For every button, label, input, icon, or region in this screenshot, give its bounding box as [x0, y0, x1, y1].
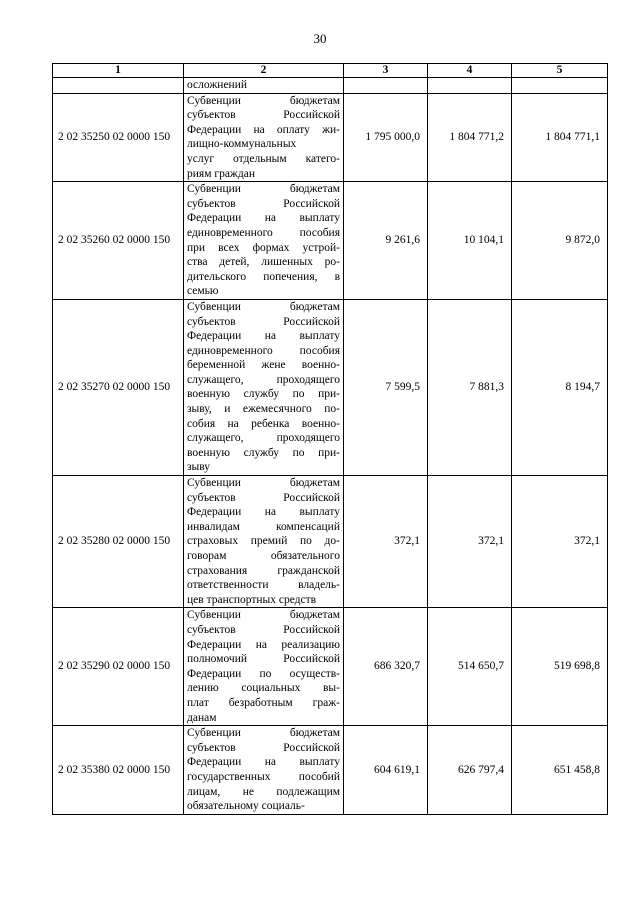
- description-line: субъектов Российской: [187, 315, 340, 328]
- value-cell-col5: 519 698,8: [512, 608, 608, 726]
- table-row: [53, 182, 608, 300]
- budget-code-cell: 2 02 35260 02 0000 150: [53, 182, 184, 300]
- description-line: Субвенции бюджетам: [187, 183, 340, 196]
- value-cell-col3: 1 795 000,0: [344, 93, 428, 182]
- description-cell: [184, 726, 344, 815]
- empty-cell: [344, 78, 428, 94]
- description-line: субъектов Российской: [187, 741, 340, 754]
- value-cell-col5: 651 458,8: [512, 726, 608, 815]
- value-cell-col4: 10 104,1: [428, 182, 512, 300]
- budget-code-cell: 2 02 35250 02 0000 150: [53, 93, 184, 182]
- description-line: лищно-коммунальных: [187, 138, 297, 151]
- column-header: 3: [344, 64, 428, 78]
- description-line: полномочий Российской: [187, 653, 340, 666]
- description-line: субъектов Российской: [187, 491, 340, 504]
- description-line: военную службу по при-: [187, 388, 340, 401]
- description-line: Субвенции бюджетам: [187, 94, 340, 107]
- page-number: 30: [313, 31, 327, 46]
- description-line: Федерации на выплату: [187, 212, 340, 225]
- description-line: Субвенции бюджетам: [187, 477, 340, 490]
- budget-table: [52, 63, 608, 815]
- description-line: обязательному социаль-: [187, 800, 305, 813]
- description-line: единовременного пособия: [187, 344, 340, 357]
- description-line: риям граждан: [187, 167, 255, 180]
- description-line: семью: [187, 285, 219, 298]
- description-line: Федерации на реализацию: [187, 638, 340, 651]
- description-line: страхования гражданской: [187, 564, 340, 577]
- value-cell-col3: 7 599,5: [344, 299, 428, 475]
- description-line: данам: [187, 711, 217, 724]
- empty-cell: [53, 78, 184, 94]
- value-cell-col3: 686 320,7: [344, 608, 428, 726]
- table-row: [53, 476, 608, 608]
- header-row: [53, 64, 608, 78]
- description-line: единовременного пособия: [187, 226, 340, 239]
- description-line: служащего, проходящего: [187, 373, 340, 386]
- description-cell: [184, 299, 344, 475]
- description-line: Федерации на выплату: [187, 330, 340, 343]
- empty-cell: [512, 78, 608, 94]
- budget-code-cell: 2 02 35290 02 0000 150: [53, 608, 184, 726]
- description-line: Субвенции бюджетам: [187, 300, 340, 313]
- value-cell-col4: 7 881,3: [428, 299, 512, 475]
- continuation-row: [53, 78, 608, 94]
- table-row: [53, 726, 608, 815]
- value-cell-col5: 1 804 771,1: [512, 93, 608, 182]
- description-cell: [184, 182, 344, 300]
- description-line: Федерации на выплату: [187, 756, 340, 769]
- description-line: Субвенции бюджетам: [187, 727, 340, 740]
- description-line: Федерации по осуществ-: [187, 667, 340, 680]
- empty-cell: [428, 78, 512, 94]
- description-line: субъектов Российской: [187, 197, 340, 210]
- description-line: услуг отдельным катего-: [187, 152, 340, 165]
- description-line: лению социальных вы-: [187, 682, 340, 695]
- description-cell: [184, 608, 344, 726]
- value-cell-col3: 372,1: [344, 476, 428, 608]
- description-line: служащего, проходящего: [187, 432, 340, 445]
- description-line: Субвенции бюджетам: [187, 609, 340, 622]
- column-header: 4: [428, 64, 512, 78]
- column-header: 2: [184, 64, 344, 78]
- value-cell-col4: 372,1: [428, 476, 512, 608]
- description-line: государственных пособий: [187, 770, 340, 783]
- column-header: 5: [512, 64, 608, 78]
- description-line: собия на ребенка военно-: [187, 417, 340, 430]
- description-cell: [184, 93, 344, 182]
- table-row: [53, 299, 608, 475]
- description-line: Федерации на выплату: [187, 506, 340, 519]
- table-row: [53, 608, 608, 726]
- value-cell-col3: 604 619,1: [344, 726, 428, 815]
- description-line: субъектов Российской: [187, 109, 340, 122]
- description-line: инвалидам компенсаций: [187, 520, 340, 533]
- description-line: зыву, и ежемесячного по-: [187, 403, 340, 416]
- description-line: дительского попечения, в: [187, 270, 340, 283]
- value-cell-col4: 514 650,7: [428, 608, 512, 726]
- description-line: Федерации на оплату жи-: [187, 123, 340, 136]
- budget-code-cell: 2 02 35270 02 0000 150: [53, 299, 184, 475]
- description-line: лицам, не подлежащим: [187, 785, 340, 798]
- value-cell-col5: 8 194,7: [512, 299, 608, 475]
- description-line: беременной жене военно-: [187, 359, 340, 372]
- value-cell-col4: 626 797,4: [428, 726, 512, 815]
- value-cell-col5: 372,1: [512, 476, 608, 608]
- description-line: плат безработным граж-: [187, 696, 340, 709]
- description-line: ответственности владель-: [187, 579, 340, 592]
- value-cell-col5: 9 872,0: [512, 182, 608, 300]
- column-header: 1: [53, 64, 184, 78]
- description-line: субъектов Российской: [187, 623, 340, 636]
- description-line: говорам обязательного: [187, 550, 340, 562]
- table-row: [53, 93, 608, 182]
- description-line: ства детей, лишенных ро-: [187, 256, 340, 269]
- description-cell: [184, 476, 344, 608]
- budget-code-cell: 2 02 35380 02 0000 150: [53, 726, 184, 815]
- continuation-text: осложнений: [184, 78, 344, 94]
- description-line: цев транспортных средств: [187, 593, 317, 606]
- description-line: зыву: [187, 461, 211, 474]
- value-cell-col3: 9 261,6: [344, 182, 428, 300]
- budget-code-cell: 2 02 35280 02 0000 150: [53, 476, 184, 608]
- description-line: военную службу по при-: [187, 446, 340, 459]
- description-line: страховых премий по до-: [187, 535, 340, 548]
- description-line: при всех формах устрой-: [187, 241, 340, 254]
- value-cell-col4: 1 804 771,2: [428, 93, 512, 182]
